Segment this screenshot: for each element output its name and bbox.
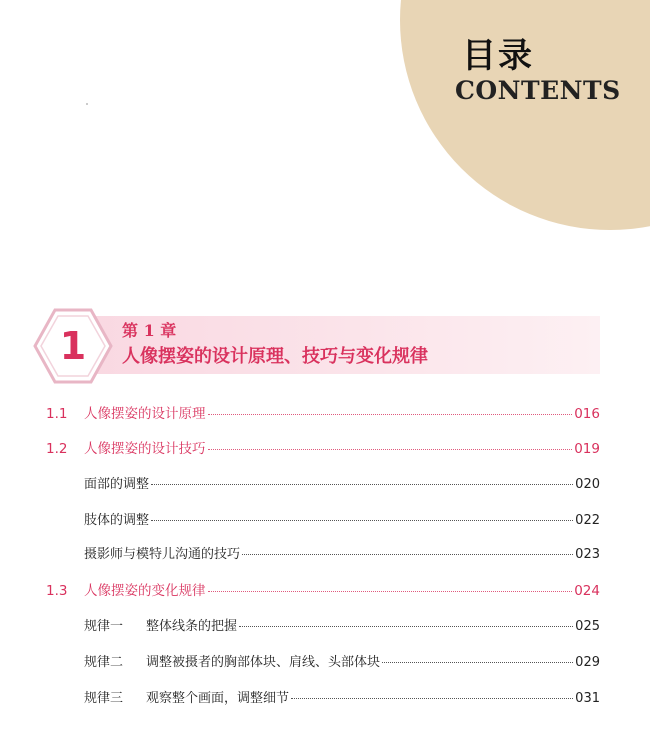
chapter-number: 1: [59, 324, 87, 368]
rule-title: 调整被摄者的胸部体块、肩线、头部体块: [146, 655, 381, 670]
toc-entry-limbs[interactable]: [84, 510, 600, 532]
rule-label: 规律一: [84, 619, 124, 634]
page-number: 020: [575, 477, 600, 492]
dot-leader: [208, 414, 573, 415]
page-number: 016: [574, 406, 600, 422]
section-number: 1.3: [46, 583, 68, 599]
page-number: 024: [574, 583, 600, 599]
page-number: 019: [574, 441, 600, 457]
page-number: 025: [575, 619, 600, 634]
dot-leader: [151, 520, 573, 521]
section-title: 人像摆姿的变化规律: [84, 583, 206, 599]
dot-leader: [208, 591, 573, 592]
toc-entry-rule-1[interactable]: [84, 616, 600, 638]
section-number: 1.2: [46, 441, 68, 457]
rule-label: 规律三: [84, 691, 124, 706]
page-number: 029: [575, 655, 600, 670]
dot-leader: [239, 626, 573, 627]
page-number: 023: [575, 547, 600, 562]
dot-leader: [291, 698, 573, 699]
subsection-title: 肢体的调整: [84, 513, 150, 528]
toc-subtitle: CONTENTS: [455, 76, 621, 105]
page-number: 031: [575, 691, 600, 706]
subsection-title: 面部的调整: [84, 477, 150, 492]
rule-title: 整体线条的把握: [146, 619, 238, 634]
subsection-title: 摄影师与模特儿沟通的技巧: [84, 547, 241, 562]
section-title: 人像摆姿的设计原理: [84, 406, 206, 422]
chapter-label: 第 1 章: [122, 321, 177, 340]
page-number: 022: [575, 513, 600, 528]
rule-title: 观察整个画面，调整细节: [146, 691, 290, 706]
section-number: 1.1: [46, 406, 68, 422]
dot-leader: [242, 554, 573, 555]
toc-entry-rule-2[interactable]: [84, 652, 600, 674]
rule-label: 规律二: [84, 655, 124, 670]
dot-leader: [151, 484, 573, 485]
toc-entry-1-3[interactable]: [46, 580, 600, 602]
dot-leader: [382, 662, 573, 663]
toc-entry-face[interactable]: [84, 474, 600, 496]
toc-entry-communication[interactable]: [84, 544, 600, 566]
section-title: 人像摆姿的设计技巧: [84, 441, 206, 457]
toc-entry-1-1[interactable]: [46, 403, 600, 425]
toc-entry-1-2[interactable]: [46, 438, 600, 460]
speck: [86, 103, 88, 105]
chapter-number-hexagon: [33, 306, 113, 386]
chapter-title: 人像摆姿的设计原理、技巧与变化规律: [122, 346, 428, 367]
toc-title: 目录: [462, 36, 534, 76]
toc-entry-rule-3[interactable]: [84, 688, 600, 710]
dot-leader: [208, 449, 573, 450]
